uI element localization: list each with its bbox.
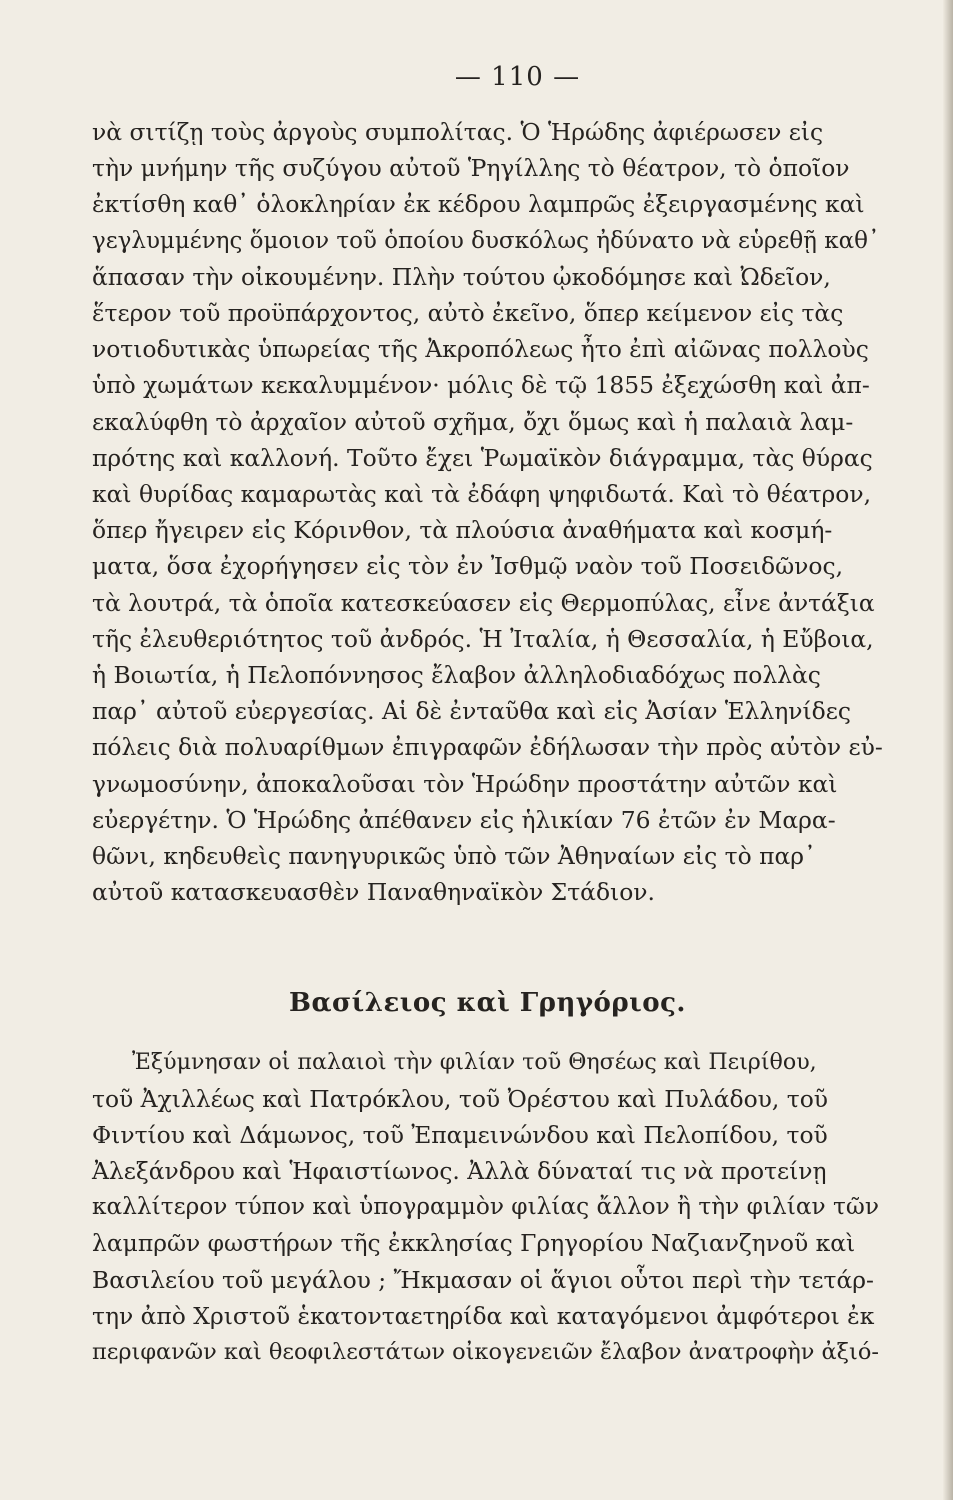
text-line: ὑπὸ χωμάτων κεκαλυμμένον· μόλις δὲ τῷ 1855 ἐξεχώσθη καὶ ἀπ- (92, 371, 870, 400)
text-line: ματα, ὅσα ἐχορήγησεν εἰς τὸν ἐν Ἰσθμῷ ναὸν τοῦ Ποσειδῶνος, (92, 552, 844, 581)
page-edge-shadow (943, 0, 953, 1500)
text-line: ἕτερον τοῦ προϋπάρχοντος, αὐτὸ ἐκεῖνο, ὅπερ κείμενον εἰς τὰς (92, 299, 844, 328)
paragraph-basil-gregory (92, 1044, 883, 1370)
text-line: Φιντίου καὶ Δάμωνος, τοῦ Ἐπαμεινώνδου καὶ Πελοπίδου, τοῦ (92, 1120, 828, 1149)
text-line: Βασιλείου τοῦ μεγάλου ; Ἤκμασαν οἱ ἅγιοι οὗτοι περὶ τὴν τετάρ- (92, 1265, 874, 1294)
text-line: εκαλύφθη τὸ ἀρχαῖον αὐτοῦ σχῆμα, ὄχι ὅμως καὶ ἡ παλαιὰ λαμ- (92, 407, 854, 436)
text-line: εὐεργέτην. Ὁ Ἡρώδης ἀπέθανεν εἰς ἡλικίαν 76 ἐτῶν ἐν Μαρα- (92, 805, 836, 834)
text-line: νοτιοδυτικὰς ὑπωρείας τῆς Ἀκροπόλεως ἦτο ἐπὶ αἰῶνας πολλοὺς (92, 335, 869, 364)
text-line: Ἐξύμνησαν οἱ παλαιοὶ τὴν φιλίαν τοῦ Θησέως καὶ Πειρίθου, (132, 1049, 817, 1076)
page-number: — 110 — (454, 62, 581, 92)
text-line: τῆς ἐλευθεριότητος τοῦ ἀνδρός. Ἡ Ἰταλία, ἡ Θεσσαλία, ἡ Εὔβοια, (92, 624, 874, 653)
text-line: ἡ Βοιωτία, ἡ Πελοπόννησος ἔλαβον ἀλληλοδιαδόχως πολλὰς (92, 661, 821, 690)
text-line: παρ᾿ αὐτοῦ εὐεργεσίας. Αἱ δὲ ἐνταῦθα καὶ εἰς Ἀσίαν Ἑλληνίδες (92, 697, 851, 726)
text-line: ἐκτίσθη καθ᾿ ὁλοκληρίαν ἐκ κέδρου λαμπρῶς ἐξειργασμένης καὶ (92, 190, 865, 219)
text-line: πρότης καὶ καλλονή. Τοῦτο ἔχει Ῥωμαϊκὸν διάγραμμα, τὰς θύρας (92, 443, 873, 472)
text-line: καλλίτερον τύπον καὶ ὑπογραμμὸν φιλίας ἄλλον ἢ τὴν φιλίαν τῶν (92, 1193, 879, 1221)
text-line: λαμπρῶν φωστήρων τῆς ἐκκλησίας Γρηγορίου Ναζιανζηνοῦ καὶ (92, 1229, 856, 1258)
text-line: τὴν μνήμην τῆς συζύγου αὐτοῦ Ῥηγίλλης τὸ θέατρον, τὸ ὁποῖον (92, 154, 850, 183)
text-line: αὐτοῦ κατασκευασθὲν Παναθηναϊκὸν Στάδιον. (92, 878, 655, 907)
text-line: την ἀπὸ Χριστοῦ ἑκατονταετηρίδα καὶ καταγόμενοι ἀμφότεροι ἐκ (92, 1301, 875, 1330)
text-line: γνωμοσύνην, ἀποκαλοῦσαι τὸν Ἡρώδην προστάτην αὐτῶν καὶ (92, 769, 838, 798)
text-line: πόλεις διὰ πολυαρίθμων ἐπιγραφῶν ἐδήλωσαν τὴν πρὸς αὐτὸν εὐ- (92, 733, 883, 762)
text-line: θῶνι, κηδευθεὶς πανηγυρικῶς ὑπὸ τῶν Ἀθηναίων εἰς τὸ παρ᾿ (92, 842, 816, 871)
text-line: περιφανῶν καὶ θεοφιλεστάτων οἰκογενειῶν ἔλαβον ἀνατροφὴν ἀξιό- (92, 1339, 879, 1366)
text-line: τὰ λουτρά, τὰ ὁποῖα κατεσκεύασεν εἰς Θερμοπύλας, εἶνε ἀντάξια (92, 588, 875, 617)
text-line: Ἀλεξάνδρου καὶ Ἡφαιστίωνος. Ἀλλὰ δύναταί τις νὰ προτείνῃ (92, 1157, 827, 1186)
text-line: γεγλυμμένης ὅμοιον τοῦ ὁποίου δυσκόλως ἠδύνατο νὰ εὑρεθῇ καθ᾿ (92, 227, 880, 254)
text-line: νὰ σιτίζῃ τοὺς ἀργοὺς συμπολίτας. Ὁ Ἡρώδης ἀφιέρωσεν εἰς (92, 118, 824, 146)
section-heading: Βασίλειος καὶ Γρηγόριος. (289, 988, 686, 1019)
text-line: ἅπασαν τὴν οἰκουμένην. Πλὴν τούτου ᾠκοδόμησε καὶ Ὠδεῖον, (92, 262, 831, 291)
paragraph-herodes (92, 114, 883, 910)
text-line: καὶ θυρίδας καμαρωτὰς καὶ τὰ ἐδάφη ψηφιδωτά. Καὶ τὸ θέατρον, (92, 480, 872, 509)
text-line: τοῦ Ἀχιλλέως καὶ Πατρόκλου, τοῦ Ὀρέστου καὶ Πυλάδου, τοῦ (92, 1084, 829, 1113)
text-line: ὅπερ ἤγειρεν εἰς Κόρινθον, τὰ πλούσια ἀναθήματα καὶ κοσμή- (92, 516, 833, 545)
